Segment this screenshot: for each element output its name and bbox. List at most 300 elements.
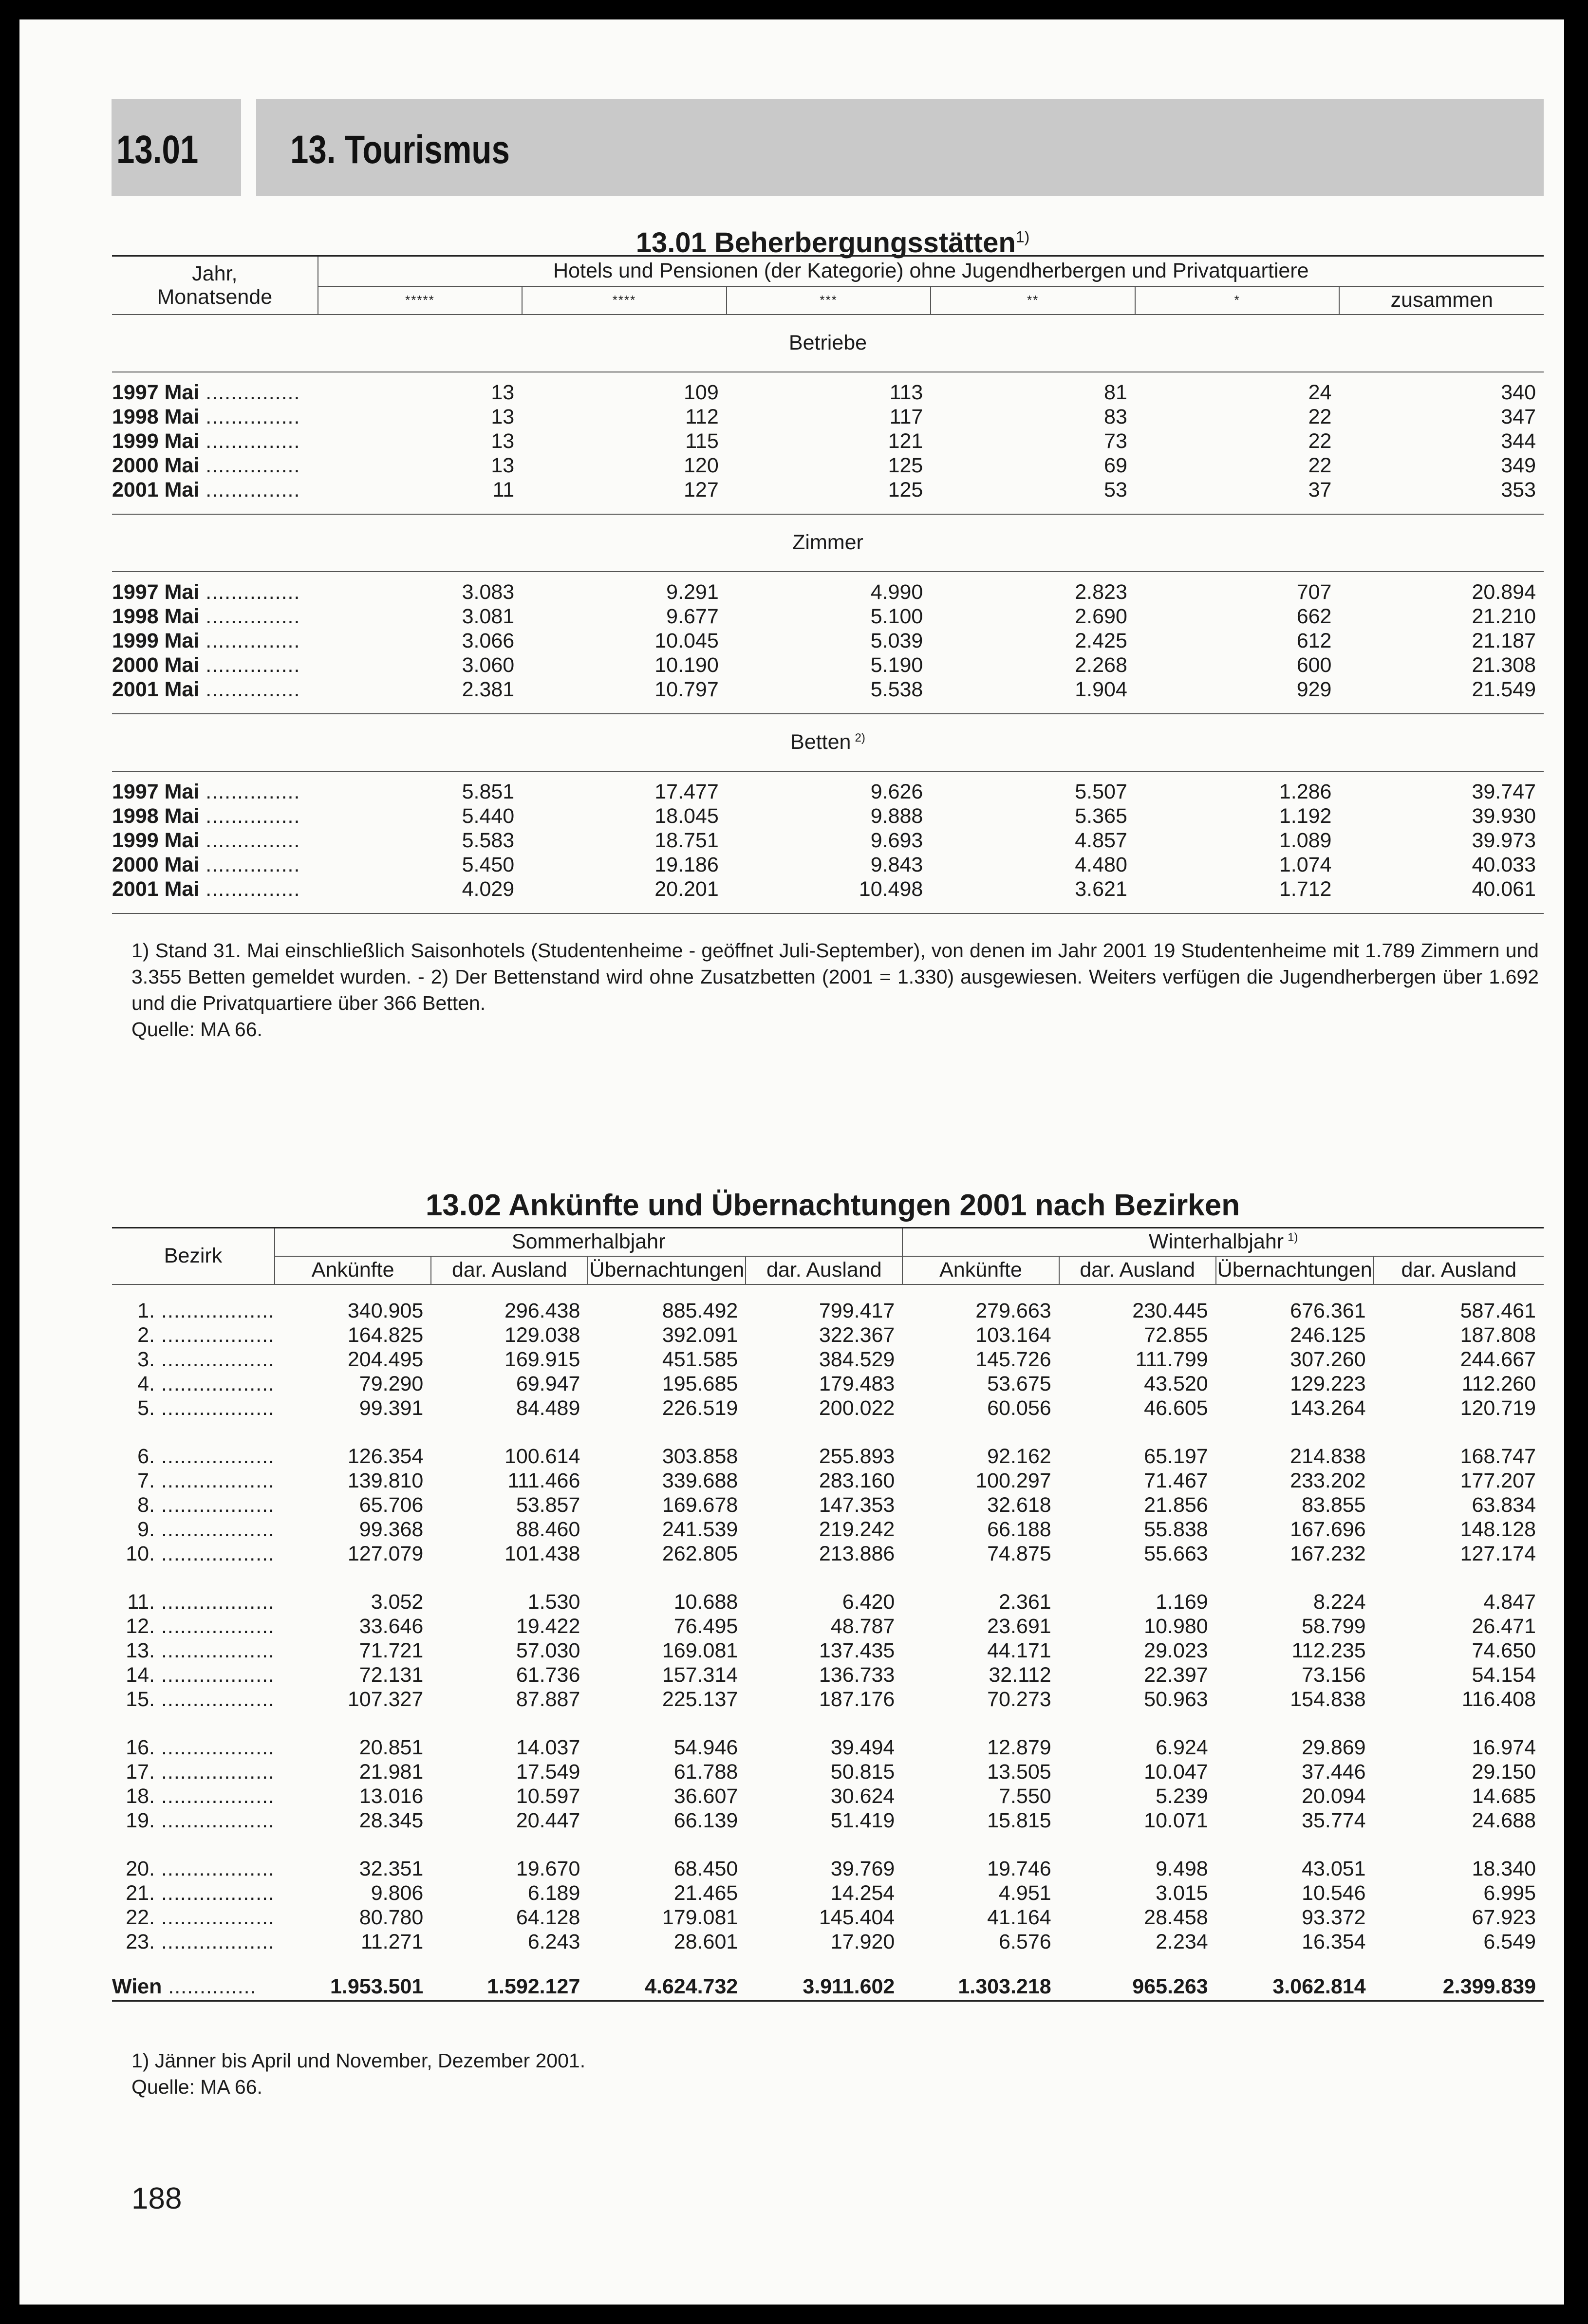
table-row [112, 653, 1544, 678]
value-cell: 5.507 [1075, 780, 1127, 803]
bezirk-cell [112, 1809, 275, 1833]
value-cell: 8.224 [1313, 1590, 1366, 1614]
value-cell: 676.361 [1290, 1299, 1366, 1322]
bezirk-label: 14. [126, 1663, 155, 1687]
value-cell: 179.483 [819, 1372, 895, 1395]
value-cell: 87.887 [516, 1688, 580, 1711]
value-cell: 169.081 [662, 1639, 738, 1662]
value-cell: 33.646 [359, 1615, 424, 1638]
value-cell: 353 [1501, 478, 1536, 502]
leader-dots: .................. [155, 1493, 275, 1517]
value-cell: 22.397 [1144, 1663, 1208, 1687]
value-cell: 139.810 [347, 1469, 424, 1492]
bezirk-label: 20. [126, 1857, 155, 1880]
bezirk-label: 10. [126, 1542, 155, 1565]
year-cell [112, 653, 318, 678]
bezirk-cell [112, 1542, 275, 1566]
value-cell: 296.438 [504, 1299, 580, 1322]
table1-footnote: 1) Stand 31. Mai einschließlich Saisonhotels (Studentenheime - geöffnet Juli-September), von denen im Jahr 2001 19 Studentenheime mit 1.789 Zimmern und 3.355 Betten gemeldet wurden. - 2) Der Bettenstand wird ohne Zusatzbetten (2001 = 1.330) ausgewiesen. Weiters verfügen die Jugendherbergen über 1.692 und die Privatquartiere über 366 Betten. [131, 939, 1539, 1014]
year-label: 1999 Mai [112, 829, 200, 852]
year-cell [112, 829, 318, 853]
year-label: 2000 Mai [112, 653, 200, 677]
value-cell: 9.498 [1156, 1857, 1208, 1880]
value-cell: 60.056 [987, 1396, 1051, 1420]
leader-dots: .................. [155, 1469, 275, 1492]
value-cell: 322.367 [819, 1323, 895, 1347]
bezirk-cell [112, 1615, 275, 1639]
value-cell: 2.268 [1075, 653, 1127, 677]
spacer-row [112, 902, 1544, 913]
value-cell: 117 [889, 405, 923, 428]
value-cell: 612 [1296, 629, 1332, 652]
value-cell: 15.815 [987, 1809, 1051, 1832]
spacer-row [112, 1421, 1544, 1445]
value-cell: 13 [491, 381, 515, 404]
bezirk-label: 19. [126, 1809, 155, 1832]
section-label-text: Zimmer [792, 531, 863, 554]
value-cell: 20.447 [516, 1809, 580, 1832]
leader-dots: .................. [155, 1857, 275, 1880]
table2-footnote: 1) Jänner bis April und November, Dezember 2001. [131, 2049, 586, 2072]
year-label: 2001 Mai [112, 678, 200, 701]
value-cell: 37 [1308, 478, 1332, 502]
value-cell: 115 [685, 429, 719, 453]
table2-source: Quelle: MA 66. [131, 2076, 262, 2098]
measure-header: Ankünfte [902, 1256, 1059, 1284]
measure-header: Übernachtungen [588, 1256, 746, 1284]
leader-dots: ............... [199, 804, 300, 828]
value-cell: 10.498 [859, 877, 923, 901]
value-cell: 9.843 [870, 853, 923, 876]
leader-dots: .................. [155, 1809, 275, 1832]
bezirk-label: 21. [126, 1881, 155, 1905]
value-cell: 200.022 [819, 1396, 895, 1420]
value-cell: 7.550 [999, 1785, 1051, 1808]
value-cell: 92.162 [987, 1445, 1051, 1468]
bezirk-column-header: Bezirk [112, 1228, 275, 1284]
value-cell: 111.466 [507, 1469, 580, 1492]
spacer-row [112, 572, 1544, 580]
leader-dots: ............... [199, 853, 300, 876]
table-row [112, 829, 1544, 853]
value-cell: 6.549 [1483, 1930, 1536, 1953]
value-cell: 29.150 [1472, 1760, 1536, 1784]
value-cell: 22 [1308, 454, 1332, 477]
value-cell: 46.605 [1144, 1396, 1208, 1420]
value-cell: 37.446 [1302, 1760, 1366, 1784]
value-cell: 10.688 [673, 1590, 738, 1614]
value-cell: 29.023 [1144, 1639, 1208, 1662]
year-column-header [112, 256, 318, 315]
value-cell: 339.688 [662, 1469, 738, 1492]
value-cell: 125 [888, 478, 923, 502]
value-cell: 50.963 [1144, 1688, 1208, 1711]
value-cell: 14.685 [1472, 1785, 1536, 1808]
value-cell: 29.869 [1302, 1736, 1366, 1759]
value-cell: 10.546 [1302, 1881, 1366, 1905]
total-value-cell: 3.911.602 [746, 1974, 902, 2001]
value-cell: 63.834 [1472, 1493, 1536, 1517]
value-cell: 16.354 [1302, 1930, 1366, 1953]
table-row [112, 877, 1544, 902]
table-row [112, 678, 1544, 702]
chapter-title: 13. Tourismus [290, 128, 510, 172]
value-cell: 5.450 [462, 853, 515, 876]
total-value-cell: 965.263 [1059, 1974, 1216, 2001]
value-cell: 107.327 [347, 1688, 424, 1711]
value-cell: 307.260 [1290, 1348, 1366, 1371]
value-cell: 109 [684, 381, 719, 404]
value-cell: 84.489 [516, 1396, 580, 1420]
table2 [112, 1227, 1544, 2002]
value-cell: 65.197 [1144, 1445, 1208, 1468]
value-cell: 79.290 [359, 1372, 424, 1395]
table-row [112, 1348, 1544, 1372]
spacer-row [112, 1284, 1544, 1299]
section-note: 2) [855, 731, 865, 744]
bezirk-label: 15. [126, 1688, 155, 1711]
year-label: 1998 Mai [112, 804, 200, 828]
table2-footnotes [131, 2047, 1539, 2100]
bezirk-cell [112, 1785, 275, 1809]
value-cell: 66.188 [987, 1518, 1051, 1541]
value-cell: 68.450 [673, 1857, 738, 1880]
bezirk-label: 23. [126, 1930, 155, 1953]
total-value-cell: 1.592.127 [431, 1974, 588, 2001]
value-cell: 262.805 [662, 1542, 738, 1565]
bezirk-cell [112, 1590, 275, 1615]
value-cell: 72.855 [1144, 1323, 1208, 1347]
leader-dots: ............... [199, 678, 300, 701]
value-cell: 121 [888, 429, 923, 453]
measure-header: dar. Ausland [746, 1256, 902, 1284]
year-label: 1999 Mai [112, 429, 200, 453]
table-row [112, 1663, 1544, 1688]
value-cell: 36.607 [673, 1785, 738, 1808]
bottom-rule-cell [112, 913, 1544, 914]
bezirk-cell [112, 1930, 275, 1954]
value-cell: 5.239 [1156, 1785, 1208, 1808]
value-cell: 148.128 [1460, 1518, 1536, 1541]
value-cell: 69.947 [516, 1372, 580, 1395]
value-cell: 51.419 [830, 1809, 895, 1832]
value-cell: 40.061 [1472, 877, 1536, 901]
total-value-cell: 1.303.218 [902, 1974, 1059, 2001]
leader-dots: ............... [199, 829, 300, 852]
value-cell: 136.733 [819, 1663, 895, 1687]
value-cell: 101.438 [504, 1542, 580, 1565]
value-cell: 53 [1104, 478, 1127, 502]
table-row [112, 1906, 1544, 1930]
value-cell: 187.176 [819, 1688, 895, 1711]
table-row [112, 1323, 1544, 1348]
value-cell: 3.083 [462, 580, 515, 604]
value-cell: 21.187 [1472, 629, 1536, 652]
table-row [112, 1785, 1544, 1809]
winter-header-text: Winterhalbjahr [1148, 1230, 1284, 1254]
year-cell [112, 478, 318, 502]
value-cell: 14.254 [830, 1881, 895, 1905]
bezirk-cell [112, 1760, 275, 1785]
value-cell: 80.780 [359, 1906, 424, 1929]
value-cell: 26.471 [1472, 1615, 1536, 1638]
value-cell: 164.825 [347, 1323, 424, 1347]
bezirk-cell [112, 1518, 275, 1542]
value-cell: 39.769 [830, 1857, 895, 1880]
value-cell: 13 [491, 454, 515, 477]
value-cell: 14.037 [516, 1736, 580, 1759]
total-label-cell [112, 1974, 275, 2001]
value-cell: 20.894 [1472, 580, 1536, 604]
value-cell: 24.688 [1472, 1809, 1536, 1832]
value-cell: 65.706 [359, 1493, 424, 1517]
year-label: 1998 Mai [112, 605, 200, 628]
spacer-row [112, 1566, 1544, 1590]
value-cell: 145.404 [819, 1906, 895, 1929]
leader-dots: .................. [155, 1881, 275, 1905]
value-cell: 167.696 [1290, 1518, 1366, 1541]
year-cell [112, 804, 318, 829]
category-header: ** [931, 286, 1135, 315]
value-cell: 10.797 [654, 678, 719, 701]
value-cell: 72.131 [359, 1663, 424, 1687]
value-cell: 48.787 [830, 1615, 895, 1638]
value-cell: 28.601 [673, 1930, 738, 1953]
value-cell: 61.788 [673, 1760, 738, 1784]
chapter-number-box [112, 99, 241, 196]
value-cell: 204.495 [347, 1348, 424, 1371]
table2-header-row [112, 1228, 1544, 1256]
value-cell: 587.461 [1460, 1299, 1536, 1322]
value-cell: 116.408 [1461, 1688, 1536, 1711]
leader-dots: ............... [199, 429, 300, 453]
value-cell: 39.930 [1472, 804, 1536, 828]
table-row [112, 381, 1544, 405]
bezirk-cell [112, 1396, 275, 1421]
value-cell: 100.614 [504, 1445, 580, 1468]
value-cell: 9.888 [870, 804, 923, 828]
value-cell: 3.066 [462, 629, 515, 652]
table-row [112, 1396, 1544, 1421]
leader-dots: ............... [199, 605, 300, 628]
table-row [112, 1760, 1544, 1785]
table-row [112, 478, 1544, 502]
value-cell: 662 [1296, 605, 1332, 628]
bezirk-cell [112, 1857, 275, 1881]
year-cell [112, 853, 318, 877]
table-row [112, 629, 1544, 653]
value-cell: 24 [1308, 381, 1332, 404]
year-label: 2001 Mai [112, 877, 200, 901]
year-label: 2000 Mai [112, 454, 200, 477]
measure-header: dar. Ausland [1374, 1256, 1544, 1284]
table1-bottom-rule [112, 913, 1544, 914]
value-cell: 2.690 [1075, 605, 1127, 628]
group-header: Hotels und Pensionen (der Kategorie) ohne Jugendherbergen und Privatquartiere [318, 256, 1544, 286]
value-cell: 169.915 [504, 1348, 580, 1371]
value-cell: 127.174 [1460, 1542, 1536, 1565]
value-cell: 13 [491, 405, 515, 428]
value-cell: 384.529 [819, 1348, 895, 1371]
value-cell: 50.815 [830, 1760, 895, 1784]
table-row [112, 1493, 1544, 1518]
value-cell: 39.973 [1472, 829, 1536, 852]
leader-dots: .................. [155, 1445, 275, 1468]
value-cell: 167.232 [1290, 1542, 1366, 1565]
category-header: *** [727, 286, 931, 315]
value-cell: 81 [1104, 381, 1127, 404]
section-row [112, 514, 1544, 572]
value-cell: 11 [492, 478, 515, 502]
value-cell: 4.480 [1075, 853, 1127, 876]
value-cell: 21.981 [359, 1760, 424, 1784]
table-row [112, 405, 1544, 429]
value-cell: 112 [685, 405, 719, 428]
value-cell: 10.045 [654, 629, 719, 652]
value-cell: 187.808 [1460, 1323, 1536, 1347]
value-cell: 32.112 [989, 1663, 1051, 1687]
value-cell: 21.308 [1472, 653, 1536, 677]
value-cell: 143.264 [1290, 1396, 1366, 1420]
value-cell: 707 [1296, 580, 1332, 604]
value-cell: 10.071 [1144, 1809, 1208, 1832]
year-cell [112, 381, 318, 405]
value-cell: 17.549 [516, 1760, 580, 1784]
section-row [112, 714, 1544, 771]
section-label [112, 315, 1544, 372]
bezirk-label: 11. [127, 1590, 155, 1614]
value-cell: 112.235 [1291, 1639, 1366, 1662]
value-cell: 127 [684, 478, 719, 502]
value-cell: 2.234 [1156, 1930, 1208, 1953]
spacer-row [112, 1954, 1544, 1974]
value-cell: 3.052 [371, 1590, 424, 1614]
table-row [112, 580, 1544, 605]
value-cell: 195.685 [662, 1372, 738, 1395]
year-label: 1999 Mai [112, 629, 200, 652]
leader-dots: ............... [199, 580, 300, 604]
value-cell: 9.806 [371, 1881, 424, 1905]
bezirk-label: 9. [137, 1518, 155, 1541]
value-cell: 799.417 [819, 1299, 895, 1322]
value-cell: 147.353 [819, 1493, 895, 1517]
leader-dots: ............... [199, 381, 300, 404]
value-cell: 120 [684, 454, 719, 477]
table-row [112, 1736, 1544, 1760]
value-cell: 35.774 [1302, 1809, 1366, 1832]
year-cell [112, 605, 318, 629]
value-cell: 6.924 [1156, 1736, 1208, 1759]
bezirk-label: 5. [137, 1396, 155, 1420]
year-label: 1997 Mai [112, 381, 200, 404]
value-cell: 177.207 [1460, 1469, 1536, 1492]
value-cell: 4.857 [1075, 829, 1127, 852]
value-cell: 70.273 [987, 1688, 1051, 1711]
year-cell [112, 629, 318, 653]
value-cell: 112.260 [1461, 1372, 1536, 1395]
value-cell: 19.186 [654, 853, 719, 876]
section-label-text: Betriebe [788, 331, 867, 354]
value-cell: 5.100 [870, 605, 923, 628]
value-cell: 5.583 [462, 829, 515, 852]
table2-subheader-row [112, 1256, 1544, 1284]
section-label [112, 714, 1544, 771]
value-cell: 13 [491, 429, 515, 453]
value-cell: 32.351 [359, 1857, 424, 1880]
value-cell: 179.081 [662, 1906, 738, 1929]
value-cell: 392.091 [662, 1323, 738, 1347]
value-cell: 11.271 [361, 1930, 424, 1953]
leader-dots: .................. [155, 1688, 275, 1711]
leader-dots: .................. [155, 1906, 275, 1929]
table-row [112, 1688, 1544, 1712]
value-cell: 74.650 [1472, 1639, 1536, 1662]
bezirk-label: 6. [137, 1445, 155, 1468]
value-cell: 219.242 [819, 1518, 895, 1541]
value-cell: 58.799 [1302, 1615, 1366, 1638]
value-cell: 9.677 [666, 605, 719, 628]
value-cell: 83.855 [1302, 1493, 1366, 1517]
value-cell: 22 [1308, 429, 1332, 453]
year-label: 2000 Mai [112, 853, 200, 876]
spacer-row [112, 1833, 1544, 1857]
value-cell: 5.440 [462, 804, 515, 828]
value-cell: 1.074 [1279, 853, 1332, 876]
value-cell: 347 [1501, 405, 1536, 428]
value-cell: 283.160 [819, 1469, 895, 1492]
bezirk-label: 4. [137, 1372, 155, 1395]
value-cell: 9.693 [870, 829, 923, 852]
leader-dots: .................. [155, 1372, 275, 1395]
bezirk-label: 17. [126, 1760, 155, 1784]
value-cell: 71.467 [1144, 1469, 1208, 1492]
value-cell: 1.286 [1279, 780, 1332, 803]
leader-dots: .............. [162, 1975, 257, 1999]
value-cell: 10.980 [1144, 1615, 1208, 1638]
table-row [112, 1590, 1544, 1615]
table-row [112, 1639, 1544, 1663]
value-cell: 21.465 [673, 1881, 738, 1905]
value-cell: 1.169 [1156, 1590, 1208, 1614]
value-cell: 4.990 [870, 580, 923, 604]
value-cell: 28.458 [1144, 1906, 1208, 1929]
leader-dots: .................. [155, 1760, 275, 1784]
table-row [112, 1469, 1544, 1493]
value-cell: 12.879 [987, 1736, 1051, 1759]
total-value-cell: 1.953.501 [275, 1974, 431, 2001]
table1-footnotes [131, 937, 1539, 1042]
value-cell: 6.243 [527, 1930, 580, 1953]
leader-dots: .................. [155, 1518, 275, 1541]
value-cell: 244.667 [1460, 1348, 1536, 1371]
value-cell: 5.851 [462, 780, 515, 803]
value-cell: 113 [889, 381, 923, 404]
value-cell: 55.663 [1144, 1542, 1208, 1565]
value-cell: 21.549 [1472, 678, 1536, 701]
value-cell: 5.039 [870, 629, 923, 652]
value-cell: 1.089 [1279, 829, 1332, 852]
value-cell: 73.156 [1302, 1663, 1366, 1687]
value-cell: 73 [1104, 429, 1127, 453]
bezirk-label: 8. [137, 1493, 155, 1517]
value-cell: 6.576 [999, 1930, 1051, 1953]
section-label-text: Betten [790, 730, 851, 754]
value-cell: 600 [1296, 653, 1332, 677]
value-cell: 303.858 [662, 1445, 738, 1468]
table-row [112, 1445, 1544, 1469]
value-cell: 214.838 [1290, 1445, 1366, 1468]
leader-dots: .................. [155, 1930, 275, 1953]
